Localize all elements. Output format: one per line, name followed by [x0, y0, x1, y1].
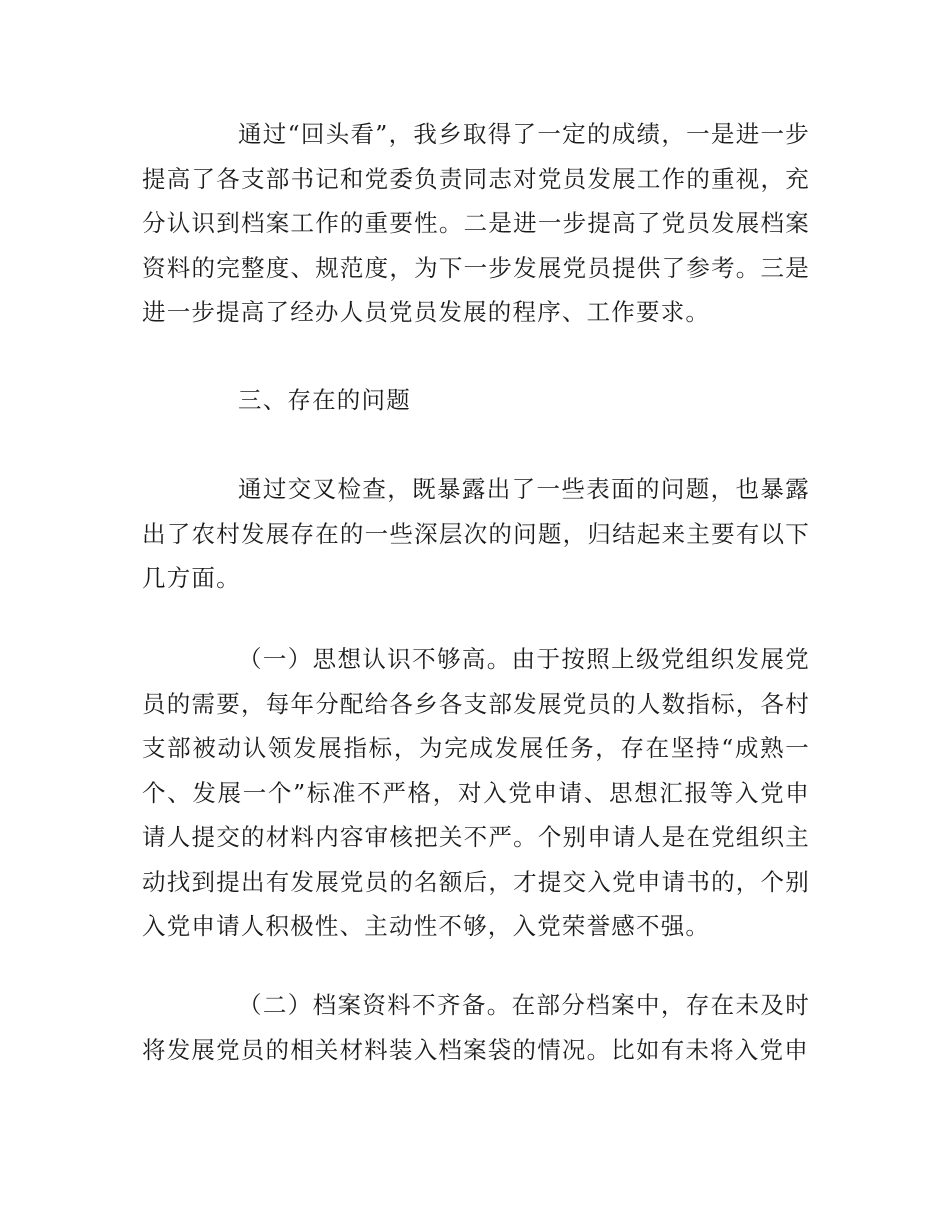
paragraph-intro: 通过交叉检查，既暴露出了一些表面的问题，也暴露出了农村发展存在的一些深层次的问题，归结起来主要有以下几方面。	[142, 475, 810, 592]
section-heading: 三、存在的问题	[238, 386, 411, 414]
paragraph-issue-2: （二）档案资料不齐备。在部分档案中，存在未及时将发展党员的相关材料装入档案袋的情况。比如有未将入党申	[142, 991, 810, 1064]
paragraph-issue-1: （一）思想认识不够高。由于按照上级党组织发展党员的需要，每年分配给各乡各支部发展党员的人数指标，各村支部被动认领发展指标，为完成发展任务，存在坚持“成熟一个、发展一个”标准不严格，对入党申请、思想汇报等入党申请人提交的材料内容审核把关不严。个别申请人是在党组织主动找到提出有发展党员的名额后，才提交入党申请书的，个别入党申请人积极性、主动性不够，入党荣誉感不强。	[142, 645, 810, 940]
paragraph-summary: 通过“回头看”，我乡取得了一定的成绩，一是进一步提高了各支部书记和党委负责同志对党员发展工作的重视，充分认识到档案工作的重要性。二是进一步提高了党员发展档案资料的完整度、规范度，为下一步发展党员提供了参考。三是进一步提高了经办人员党员发展的程序、工作要求。	[142, 120, 810, 326]
